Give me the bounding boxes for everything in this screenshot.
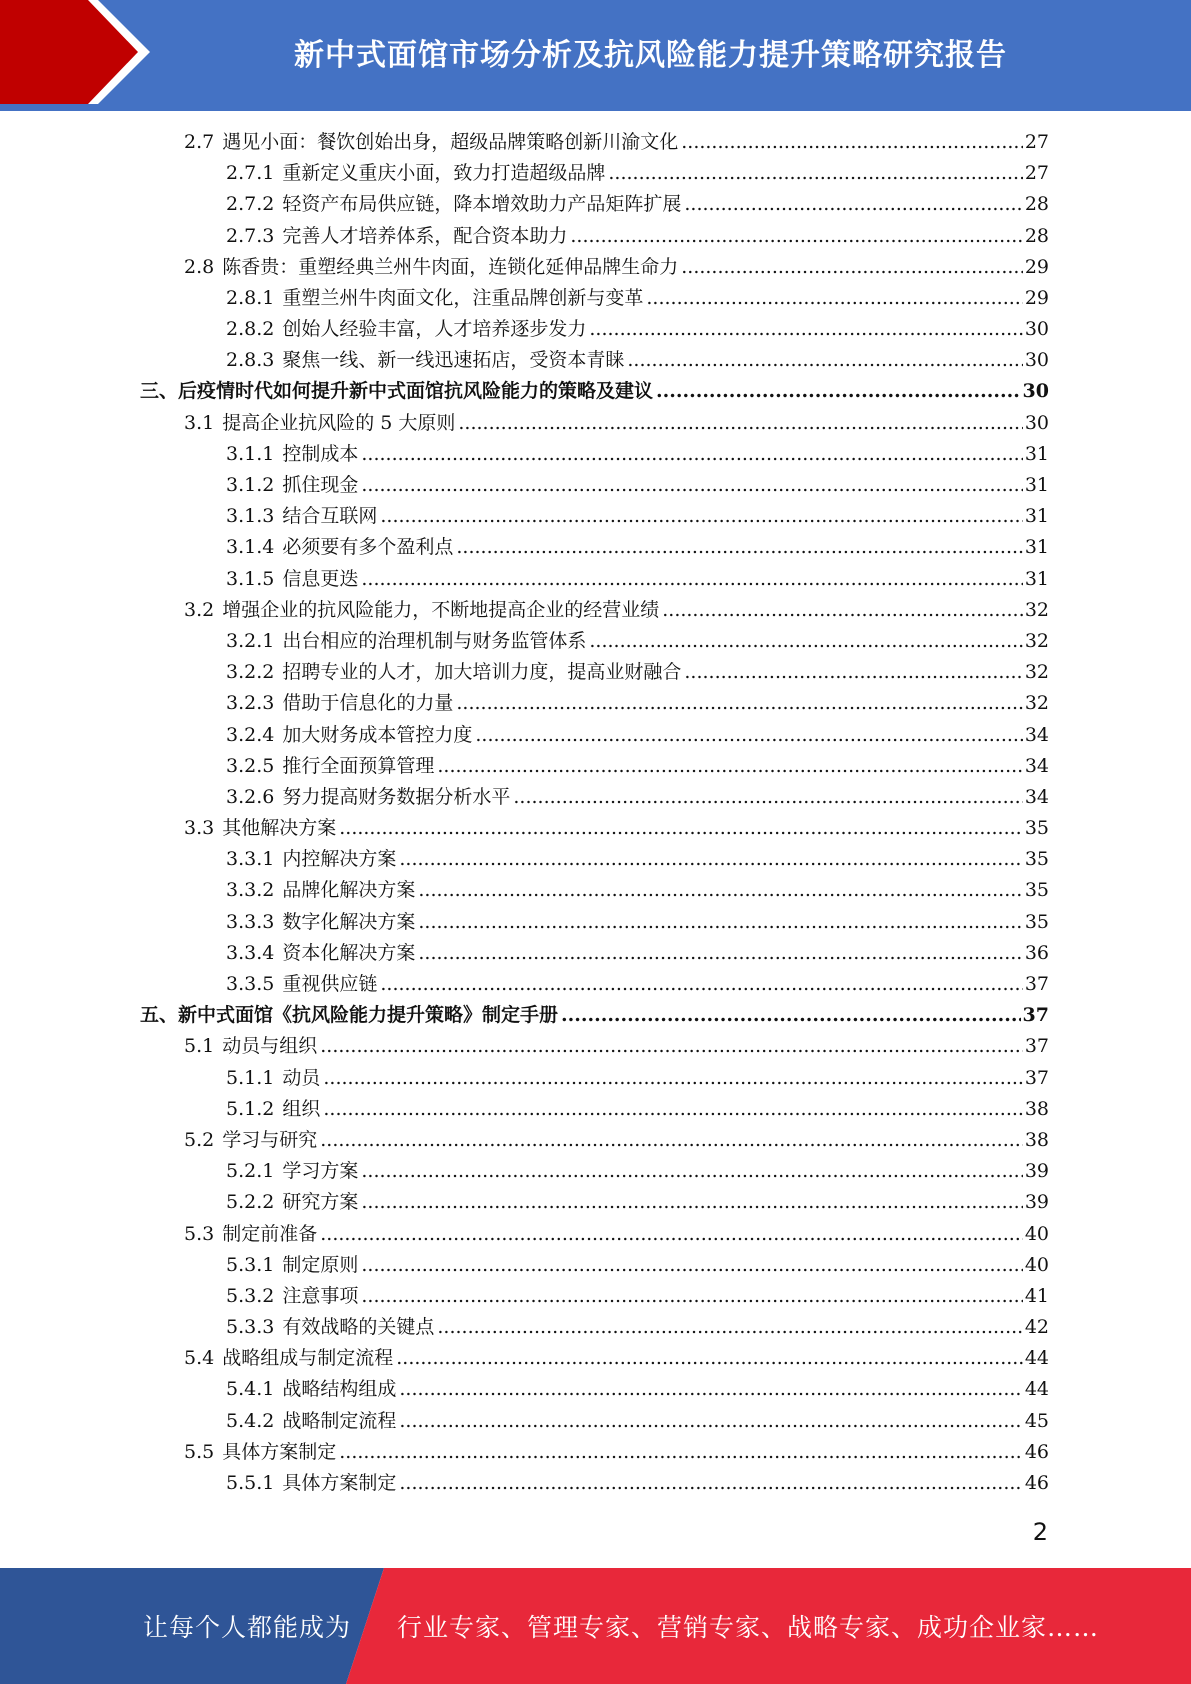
- toc-entry-title: 制定原则: [282, 1253, 359, 1276]
- toc-entry[interactable]: [140, 969, 1049, 1000]
- toc-entry-title: 五、新中式面馆《抗风险能力提升策略》制定手册: [140, 1004, 559, 1027]
- toc-leader-dots: [456, 532, 1022, 563]
- toc-entry-number: 3.1.2: [226, 474, 275, 497]
- toc-entry[interactable]: [140, 782, 1049, 813]
- toc-entry[interactable]: [140, 626, 1049, 657]
- toc-entry-title: 完善人才培养体系，配合资本助力: [282, 224, 568, 247]
- toc-entry-number: 3.3.3: [226, 910, 275, 933]
- toc-entry-number: 3.1: [184, 411, 215, 434]
- toc-entry-title: 数字化解决方案: [282, 910, 416, 933]
- toc-entry[interactable]: [140, 377, 1049, 408]
- toc-entry-number: 3.2.4: [226, 723, 275, 746]
- toc-entry-number: 3.1.1: [226, 442, 275, 465]
- toc-entry-title: 研究方案: [282, 1191, 359, 1214]
- toc-entry-number: 2.7: [184, 130, 215, 153]
- toc-leader-dots: [570, 221, 1022, 252]
- toc-leader-dots: [561, 1000, 1021, 1031]
- toc-entry-page: 44: [1024, 1347, 1049, 1370]
- toc-leader-dots: [437, 751, 1022, 782]
- toc-entry[interactable]: [140, 1343, 1049, 1374]
- toc-entry-page: 45: [1024, 1409, 1049, 1432]
- toc-leader-dots: [380, 969, 1022, 1000]
- toc-entry-title: 品牌化解决方案: [282, 879, 416, 902]
- toc-entry-title: 轻资产布局供应链，降本增效助力产品矩阵扩展: [282, 193, 682, 216]
- toc-entry[interactable]: [140, 252, 1049, 283]
- toc-leader-dots: [323, 1063, 1022, 1094]
- toc-entry-number: 5.2.1: [226, 1160, 275, 1183]
- toc-entry-number: 5.1: [184, 1035, 215, 1058]
- toc-entry-title: 有效战略的关键点: [282, 1316, 435, 1339]
- toc-leader-dots: [380, 501, 1022, 532]
- toc-entry[interactable]: [140, 1094, 1049, 1125]
- toc-leader-dots: [361, 1187, 1022, 1218]
- toc-entry-number: 2.8: [184, 255, 215, 278]
- toc-entry-number: 5.1.1: [226, 1066, 275, 1089]
- toc-entry-title: 学习方案: [282, 1160, 359, 1183]
- toc-leader-dots: [475, 720, 1022, 751]
- toc-entry-page: 35: [1024, 848, 1049, 871]
- toc-entry[interactable]: [140, 283, 1049, 314]
- toc-leader-dots: [320, 1219, 1023, 1250]
- toc-entry-title: 推行全面预算管理: [282, 754, 435, 777]
- toc-leader-dots: [437, 1312, 1022, 1343]
- toc-leader-dots: [418, 875, 1022, 906]
- toc-entry-page: 44: [1024, 1378, 1049, 1401]
- toc-entry-page: 35: [1024, 817, 1049, 840]
- toc-entry[interactable]: [140, 1063, 1049, 1094]
- toc-entry-number: 5.3.1: [226, 1253, 275, 1276]
- toc-leader-dots: [646, 283, 1022, 314]
- toc-entry[interactable]: [140, 501, 1049, 532]
- toc-entry[interactable]: [140, 564, 1049, 595]
- toc-leader-dots: [681, 252, 1023, 283]
- toc-entry-page: 39: [1024, 1191, 1049, 1214]
- toc-entry-page: 32: [1024, 661, 1049, 684]
- toc-entry-title: 战略结构组成: [282, 1378, 397, 1401]
- toc-entry[interactable]: [140, 1468, 1049, 1499]
- toc-entry[interactable]: [140, 345, 1049, 376]
- toc-entry-page: 40: [1024, 1222, 1049, 1245]
- toc-entry-page: 34: [1024, 785, 1049, 808]
- toc-entry[interactable]: [140, 1281, 1049, 1312]
- toc-entry-page: 27: [1024, 162, 1049, 185]
- toc-leader-dots: [684, 657, 1022, 688]
- toc-entry-title: 重新定义重庆小面，致力打造超级品牌: [282, 162, 606, 185]
- toc-entry-number: 5.5.1: [226, 1472, 275, 1495]
- toc-entry[interactable]: [140, 1187, 1049, 1218]
- toc-entry[interactable]: [140, 688, 1049, 719]
- toc-entry-page: 31: [1024, 442, 1049, 465]
- toc-entry-number: 3.2.2: [226, 661, 275, 684]
- toc-entry-number: 5.4.1: [226, 1378, 275, 1401]
- toc-entry-number: 3.3.2: [226, 879, 275, 902]
- toc-entry-number: 5.4.2: [226, 1409, 275, 1432]
- toc-entry-title: 资本化解决方案: [282, 941, 416, 964]
- toc-leader-dots: [399, 1374, 1022, 1405]
- toc-entry-page: 32: [1024, 598, 1049, 621]
- report-title: 新中式面馆市场分析及抗风险能力提升策略研究报告: [294, 38, 1007, 73]
- toc-entry-number: 5.2.2: [226, 1191, 275, 1214]
- toc-entry-number: 2.7.2: [226, 193, 275, 216]
- toc-leader-dots: [320, 1125, 1023, 1156]
- toc-leader-dots: [339, 813, 1023, 844]
- toc-leader-dots: [323, 1094, 1022, 1125]
- toc-entry[interactable]: [140, 595, 1049, 626]
- toc-entry-title: 提高企业抗风险的 5 大原则: [222, 411, 456, 434]
- toc-entry-page: 29: [1024, 286, 1049, 309]
- toc-entry-page: 31: [1024, 474, 1049, 497]
- toc-entry-page: 38: [1024, 1097, 1049, 1120]
- toc-leader-dots: [681, 127, 1023, 158]
- toc-entry[interactable]: [140, 813, 1049, 844]
- toc-leader-dots: [399, 1468, 1022, 1499]
- toc-entry[interactable]: [140, 1312, 1049, 1343]
- toc-leader-dots: [662, 595, 1023, 626]
- toc-entry-page: 41: [1024, 1284, 1049, 1307]
- toc-entry[interactable]: [140, 470, 1049, 501]
- table-of-contents: [140, 127, 1049, 1499]
- toc-entry-page: 30: [1024, 318, 1049, 341]
- toc-entry-number: 5.3.2: [226, 1284, 275, 1307]
- toc-entry-page: 38: [1024, 1128, 1049, 1151]
- footer-slogan-right: 行业专家、管理专家、营销专家、战略专家、成功企业家……: [397, 1613, 1100, 1642]
- toc-entry-title: 具体方案制定: [282, 1472, 397, 1495]
- toc-entry-number: 5.4: [184, 1347, 215, 1370]
- toc-leader-dots: [418, 907, 1022, 938]
- toc-entry-page: 46: [1024, 1472, 1049, 1495]
- toc-entry-page: 46: [1024, 1440, 1049, 1463]
- footer-slogan-left: 让每个人都能成为: [143, 1613, 352, 1642]
- toc-entry-page: 34: [1024, 754, 1049, 777]
- toc-entry[interactable]: [140, 439, 1049, 470]
- toc-entry-page: 30: [1022, 380, 1049, 403]
- toc-entry-page: 28: [1024, 193, 1049, 216]
- toc-leader-dots: [589, 626, 1022, 657]
- toc-entry-page: 31: [1024, 505, 1049, 528]
- toc-entry-title: 加大财务成本管控力度: [282, 723, 473, 746]
- toc-leader-dots: [418, 938, 1022, 969]
- toc-entry-title: 组织: [282, 1097, 321, 1120]
- toc-entry-title: 信息更迭: [282, 567, 359, 590]
- toc-entry[interactable]: [140, 1031, 1049, 1062]
- toc-entry-number: 3.3.1: [226, 848, 275, 871]
- toc-entry-number: 2.8.1: [226, 286, 275, 309]
- toc-entry-page: 35: [1024, 879, 1049, 902]
- toc-entry[interactable]: [140, 1156, 1049, 1187]
- toc-leader-dots: [656, 376, 1021, 407]
- toc-entry[interactable]: [140, 408, 1049, 439]
- toc-leader-dots: [399, 844, 1022, 875]
- toc-entry-number: 2.7.1: [226, 162, 275, 185]
- toc-entry[interactable]: [140, 1437, 1049, 1468]
- toc-leader-dots: [396, 1343, 1023, 1374]
- toc-entry-page: 32: [1024, 629, 1049, 652]
- toc-entry[interactable]: [140, 938, 1049, 969]
- toc-entry-number: 2.8.3: [226, 349, 275, 372]
- toc-entry-title: 控制成本: [282, 442, 359, 465]
- toc-entry-number: 3.2: [184, 598, 215, 621]
- page-number: 2: [1032, 1518, 1048, 1546]
- toc-entry-number: 3.2.6: [226, 785, 275, 808]
- toc-entry[interactable]: [140, 1375, 1049, 1406]
- toc-entry[interactable]: [140, 221, 1049, 252]
- toc-entry-title: 其他解决方案: [222, 817, 337, 840]
- toc-entry-number: 5.3.3: [226, 1316, 275, 1339]
- toc-entry-number: 3.3.4: [226, 941, 275, 964]
- toc-entry[interactable]: [140, 532, 1049, 563]
- toc-entry[interactable]: [140, 1219, 1049, 1250]
- toc-entry-title: 聚焦一线、新一线迅速拓店，受资本青睐: [282, 349, 625, 372]
- toc-entry[interactable]: [140, 720, 1049, 751]
- toc-leader-dots: [456, 688, 1022, 719]
- toc-leader-dots: [458, 408, 1022, 439]
- toc-entry-page: 37: [1022, 1004, 1049, 1027]
- toc-entry-page: 31: [1024, 536, 1049, 559]
- toc-entry-title: 动员与组织: [222, 1035, 318, 1058]
- toc-entry-number: 2.7.3: [226, 224, 275, 247]
- toc-entry-number: 5.1.2: [226, 1097, 275, 1120]
- toc-leader-dots: [399, 1406, 1022, 1437]
- toc-entry[interactable]: [140, 751, 1049, 782]
- toc-entry-number: 5.5: [184, 1440, 215, 1463]
- toc-leader-dots: [589, 314, 1022, 345]
- toc-entry[interactable]: [140, 158, 1049, 189]
- toc-entry-page: 39: [1024, 1160, 1049, 1183]
- toc-entry[interactable]: [140, 127, 1049, 158]
- toc-leader-dots: [361, 1281, 1022, 1312]
- header-arrow-decoration: [0, 0, 160, 111]
- page-footer: [0, 1568, 1191, 1684]
- toc-leader-dots: [320, 1031, 1023, 1062]
- toc-entry-title: 具体方案制定: [222, 1440, 337, 1463]
- toc-entry[interactable]: [140, 844, 1049, 875]
- toc-entry-page: 30: [1024, 411, 1049, 434]
- toc-entry-page: 37: [1024, 973, 1049, 996]
- toc-entry-title: 动员: [282, 1066, 321, 1089]
- toc-entry-title: 陈香贵：重塑经典兰州牛肉面，连锁化延伸品牌生命力: [222, 255, 679, 278]
- toc-entry-title: 三、后疫情时代如何提升新中式面馆抗风险能力的策略及建议: [140, 380, 654, 403]
- toc-entry-number: 3.2.5: [226, 754, 275, 777]
- toc-entry-page: 40: [1024, 1253, 1049, 1276]
- toc-leader-dots: [361, 1156, 1022, 1187]
- toc-entry-title: 战略制定流程: [282, 1409, 397, 1432]
- toc-entry-page: 27: [1024, 130, 1049, 153]
- toc-leader-dots: [684, 189, 1022, 220]
- toc-entry[interactable]: [140, 314, 1049, 345]
- toc-entry-title: 重视供应链: [282, 973, 378, 996]
- toc-entry[interactable]: [140, 189, 1049, 220]
- toc-entry-title: 努力提高财务数据分析水平: [282, 785, 511, 808]
- toc-entry[interactable]: [140, 1406, 1049, 1437]
- toc-entry-title: 学习与研究: [222, 1128, 318, 1151]
- toc-entry-title: 抓住现金: [282, 474, 359, 497]
- toc-entry[interactable]: [140, 907, 1049, 938]
- toc-entry-page: 37: [1024, 1035, 1049, 1058]
- toc-entry-page: 36: [1024, 941, 1049, 964]
- toc-entry-number: 3.1.5: [226, 567, 275, 590]
- toc-entry-title: 注意事项: [282, 1284, 359, 1307]
- toc-entry-page: 35: [1024, 910, 1049, 933]
- toc-entry-page: 28: [1024, 224, 1049, 247]
- toc-entry[interactable]: [140, 1250, 1049, 1281]
- page-header: [0, 0, 1191, 111]
- toc-entry[interactable]: [140, 1125, 1049, 1156]
- toc-entry-number: 3.1.4: [226, 536, 275, 559]
- toc-entry-title: 招聘专业的人才，加大培训力度，提高业财融合: [282, 661, 682, 684]
- toc-leader-dots: [339, 1437, 1023, 1468]
- toc-entry-title: 内控解决方案: [282, 848, 397, 871]
- toc-entry-number: 5.2: [184, 1128, 215, 1151]
- toc-entry-title: 重塑兰州牛肉面文化，注重品牌创新与变革: [282, 286, 644, 309]
- toc-leader-dots: [627, 345, 1022, 376]
- toc-entry-number: 5.3: [184, 1222, 215, 1245]
- toc-entry-title: 遇见小面：餐饮创始出身，超级品牌策略创新川渝文化: [222, 130, 679, 153]
- toc-entry-number: 3.3: [184, 817, 215, 840]
- toc-entry-title: 制定前准备: [222, 1222, 318, 1245]
- toc-entry-page: 42: [1024, 1316, 1049, 1339]
- toc-entry-page: 30: [1024, 349, 1049, 372]
- toc-leader-dots: [361, 1250, 1022, 1281]
- toc-entry[interactable]: [140, 1000, 1049, 1031]
- toc-entry-number: 3.3.5: [226, 973, 275, 996]
- toc-leader-dots: [608, 158, 1022, 189]
- toc-entry-title: 战略组成与制定流程: [222, 1347, 394, 1370]
- toc-entry-number: 2.8.2: [226, 318, 275, 341]
- toc-entry-title: 必须要有多个盈利点: [282, 536, 454, 559]
- toc-leader-dots: [361, 564, 1022, 595]
- toc-entry[interactable]: [140, 876, 1049, 907]
- toc-entry-page: 31: [1024, 567, 1049, 590]
- toc-entry-page: 29: [1024, 255, 1049, 278]
- toc-entry-number: 3.2.3: [226, 692, 275, 715]
- toc-entry-title: 增强企业的抗风险能力，不断地提高企业的经营业绩: [222, 598, 660, 621]
- toc-entry-number: 3.1.3: [226, 505, 275, 528]
- toc-entry-page: 32: [1024, 692, 1049, 715]
- toc-entry-page: 37: [1024, 1066, 1049, 1089]
- toc-leader-dots: [361, 439, 1022, 470]
- toc-entry[interactable]: [140, 657, 1049, 688]
- toc-entry-page: 34: [1024, 723, 1049, 746]
- toc-entry-title: 借助于信息化的力量: [282, 692, 454, 715]
- toc-entry-title: 创始人经验丰富，人才培养逐步发力: [282, 318, 587, 341]
- toc-entry-title: 结合互联网: [282, 505, 378, 528]
- toc-entry-title: 出台相应的治理机制与财务监管体系: [282, 629, 587, 652]
- toc-leader-dots: [361, 470, 1022, 501]
- toc-leader-dots: [513, 782, 1022, 813]
- toc-entry-number: 3.2.1: [226, 629, 275, 652]
